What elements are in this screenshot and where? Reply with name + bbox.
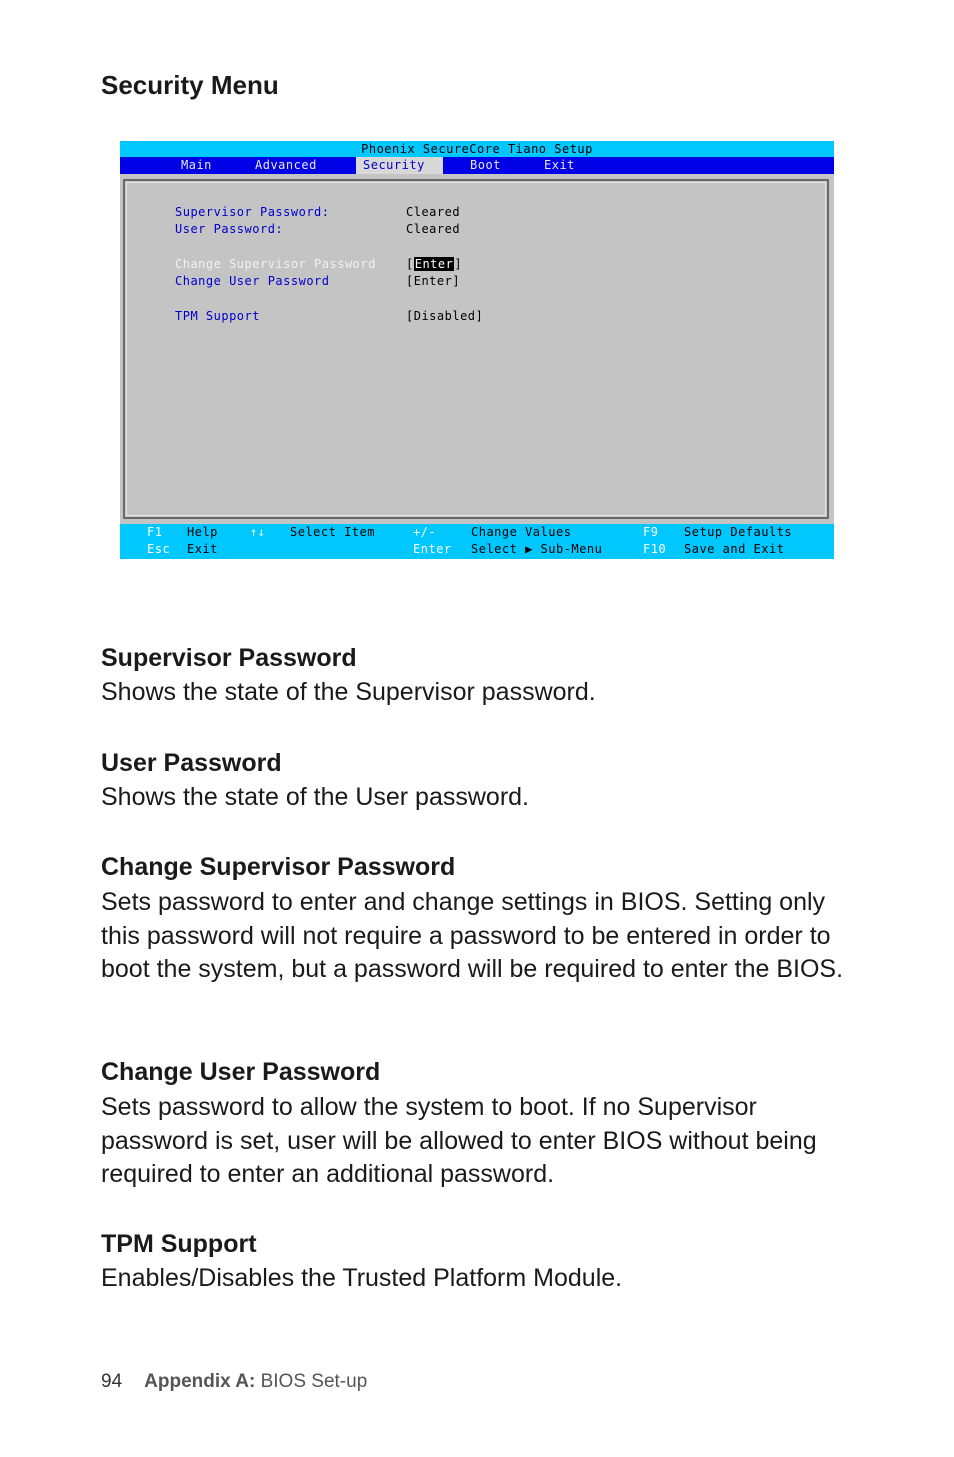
bracket-close: ] — [454, 257, 463, 271]
desc-text-tpm-support: Enables/Disables the Trusted Platform Module. — [101, 1264, 623, 1292]
tab-advanced[interactable]: Advanced — [255, 158, 317, 172]
appendix-title: BIOS Set-up — [255, 1371, 368, 1392]
bios-key-legend — [120, 524, 834, 559]
desc-text-user-password: Shows the state of the User password. — [101, 783, 529, 811]
desc-text-change-supervisor-password: Sets password to enter and change settings in BIOS. Setting only this password will not require a password to be entered in order to boot the system, but a password will be required to enter the BIOS. — [101, 888, 844, 983]
page-heading: Security Menu — [101, 70, 279, 100]
desc-text-supervisor-password: Shows the state of the Supervisor password. — [101, 678, 596, 706]
tab-main[interactable]: Main — [181, 158, 212, 172]
key-f9: F9 — [643, 525, 659, 539]
key-esc: Esc — [147, 542, 171, 556]
setting-value: Cleared — [406, 222, 461, 236]
setting-label: TPM Support — [175, 309, 260, 323]
key-enter: Enter — [413, 542, 452, 556]
tab-exit[interactable]: Exit — [544, 158, 575, 172]
desc-title-change-user-password: Change User Password — [101, 1058, 381, 1086]
setting-value: Cleared — [406, 205, 461, 219]
setting-value: [Enter] — [406, 274, 461, 288]
key-help-desc: Help — [187, 525, 218, 539]
key-plus-minus: +/- — [413, 525, 437, 539]
desc-title-user-password: User Password — [101, 749, 282, 777]
bios-title-bar: Phoenix SecureCore Tiano Setup — [120, 141, 834, 157]
key-save-exit-desc: Save and Exit — [684, 542, 785, 556]
page-footer — [101, 1371, 367, 1393]
key-exit-desc: Exit — [187, 542, 218, 556]
key-f10: F10 — [643, 542, 667, 556]
setting-label: Change User Password — [175, 274, 330, 288]
setting-label: User Password: — [175, 222, 284, 236]
desc-title-supervisor-password: Supervisor Password — [101, 644, 357, 672]
setting-value: [Disabled] — [406, 309, 484, 323]
setting-label: Change Supervisor Password — [175, 257, 376, 271]
bios-settings-panel — [123, 179, 829, 519]
key-setup-defaults-desc: Setup Defaults — [684, 525, 793, 539]
page-number: 94 — [101, 1371, 123, 1392]
desc-text-change-user-password: Sets password to allow the system to boot. If no Supervisor password is set, user will be allowed to enter BIOS without being required to enter an additional password. — [101, 1093, 817, 1188]
setting-value — [406, 256, 462, 272]
enter-selected[interactable]: Enter — [414, 257, 454, 271]
bios-screenshot — [120, 141, 834, 559]
desc-title-tpm-support: TPM Support — [101, 1230, 257, 1258]
key-select-item-desc: Select Item — [290, 525, 375, 539]
key-f1: F1 — [147, 525, 163, 539]
key-change-values-desc: Change Values — [471, 525, 572, 539]
tab-security[interactable]: Security — [356, 157, 443, 174]
appendix-label: Appendix A: — [144, 1371, 256, 1392]
tab-boot[interactable]: Boot — [470, 158, 501, 172]
key-select-submenu-desc: Select ▶ Sub-Menu — [471, 542, 603, 556]
bracket-open: [ — [406, 257, 414, 271]
arrows-icon: ↑↓ — [250, 525, 266, 539]
setting-label: Supervisor Password: — [175, 205, 330, 219]
desc-title-change-supervisor-password: Change Supervisor Password — [101, 853, 456, 881]
bios-menu-bar — [120, 157, 834, 174]
